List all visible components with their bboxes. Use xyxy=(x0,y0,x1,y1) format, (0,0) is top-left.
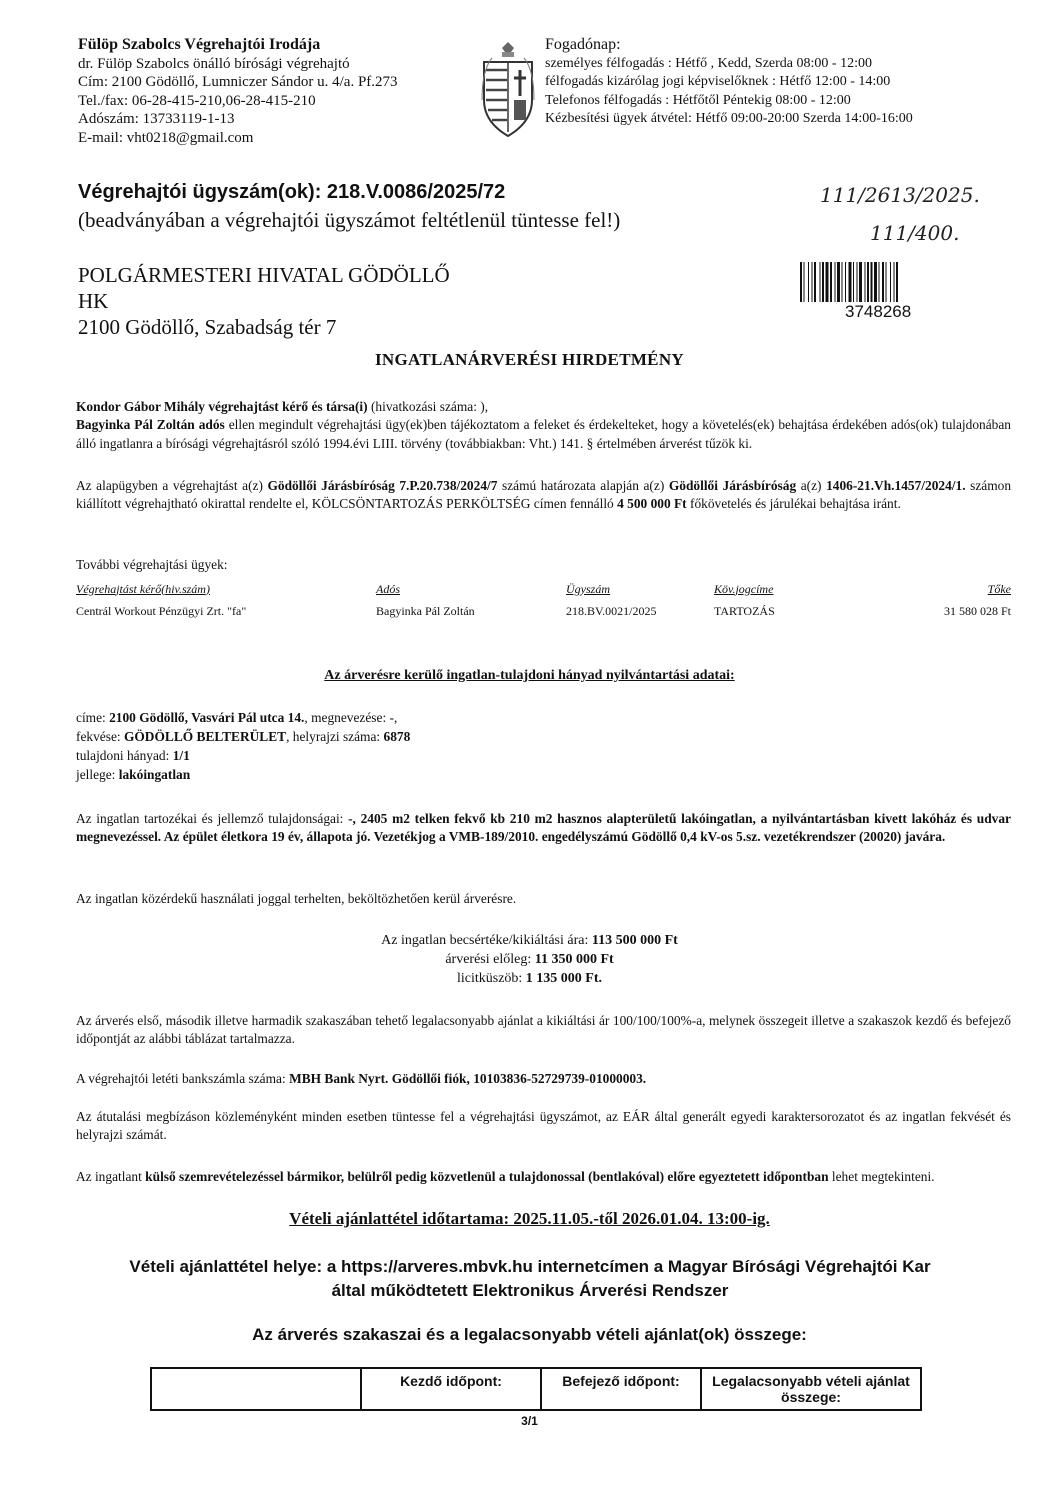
barcode-icon xyxy=(800,262,1014,302)
property-heading: Az árverésre kerülő ingatlan-tulajdoni hányad nyilvántartási adatai: xyxy=(324,668,735,683)
bank-label: A végrehajtói letéti bankszámla száma: xyxy=(76,1071,290,1086)
field-label: fekvése: xyxy=(76,729,124,744)
further-cases-table xyxy=(76,580,1011,619)
handwritten-line-1: 111/2613/2025. xyxy=(820,183,980,207)
field-label: , helyrajzi száma: xyxy=(286,729,384,744)
table-cell: Bagyinka Pál Zoltán xyxy=(376,604,475,618)
basis-text: számú határozata alapján a(z) xyxy=(497,478,669,493)
bidding-place-line: Vételi ajánlattétel helye: a https://arveres.mbvk.hu internetcímen a Magyar Bírósági Végrehajtói Kar xyxy=(129,1257,931,1276)
case-number-block xyxy=(78,178,798,234)
property-location: GÖDÖLLŐ BELTERÜLET xyxy=(123,729,287,744)
table-cell: 31 580 028 Ft xyxy=(943,604,1011,618)
property-share: 1/1 xyxy=(172,748,190,763)
inspection-text: Az ingatlant xyxy=(76,1169,146,1184)
column-header: Kezdő időpont: xyxy=(361,1368,541,1410)
reception-line: félfogadás kizárólag jogi képviselőknek : Hétfő 12:00 - 14:00 xyxy=(545,74,891,89)
basis-text: a(z) xyxy=(796,478,827,493)
price-label: Az ingatlan becsértéke/kikiáltási ára: xyxy=(381,933,592,948)
document-title: INGATLANÁRVERÉSI HIRDETMÉNY xyxy=(375,350,684,369)
field-label: címe: xyxy=(76,710,110,725)
office-address: Cím: 2100 Gödöllő, Lumniczer Sándor u. 4/a. Pf.273 xyxy=(78,74,398,90)
debtor: Bagyinka Pál Zoltán adós xyxy=(76,417,225,433)
deposit-amount: 11 350 000 Ft xyxy=(534,952,614,967)
handwritten-filing-number xyxy=(815,180,1015,250)
office-header xyxy=(78,36,488,147)
reception-line: Telefonos félfogadás : Hétfőtől Péntekig 08:00 - 12:00 xyxy=(545,92,851,108)
recipient-address xyxy=(78,262,678,340)
recipient-street: 2100 Gödöllő, Szabadság tér 7 xyxy=(78,315,337,339)
table-header-row xyxy=(151,1368,921,1410)
stages-title: Az árverés szakaszai és a legalacsonyabb vételi ajánlat(ok) összege: xyxy=(252,1325,807,1344)
property-features xyxy=(76,810,1011,847)
principal-amount: 4 500 000 Ft xyxy=(617,496,687,512)
coat-of-arms-icon xyxy=(478,40,538,140)
intro-paragraph xyxy=(76,398,1011,453)
reception-line: Kézbesítési ügyek átvétel: Hétfő 09:00-20:00 Szerda 14:00-16:00 xyxy=(545,111,913,126)
bidding-place-line: által működtetett Elektronikus Árverési Rendszer xyxy=(331,1281,729,1300)
property-data xyxy=(76,708,1011,784)
recipient-line-2: HK xyxy=(78,289,109,313)
recipient-name: POLGÁRMESTERI HIVATAL GÖDÖLLŐ xyxy=(78,263,450,287)
office-tax-number: Adószám: 13733119-1-13 xyxy=(78,111,235,127)
basis-text: Az alapügyben a végrehajtást a(z) xyxy=(76,478,268,493)
column-header xyxy=(151,1368,361,1410)
price-block xyxy=(0,931,1059,988)
property-address: 2100 Gödöllő, Vasvári Pál utca 14. xyxy=(109,710,305,725)
stages-table xyxy=(150,1367,922,1411)
transfer-paragraph: Az átutalási megbízáson közleményként minden esetben tüntesse fel a végrehajtási ügyszámot, az EÁR által generált egyedi karaktersorozatot és az ingatlan fekvését és helyrajzi számát. xyxy=(76,1109,1011,1143)
column-header: Ügyszám xyxy=(566,581,610,596)
table-cell: Centrál Workout Pénzügyi Zrt. "fa" xyxy=(76,604,247,618)
stages-paragraph: Az árverés első, második illetve harmadik szakaszában tehető legalacsonyabb ajánlat a kikiáltási ár 100/100/100%-a, melynek összegeit illetve a szakaszok kezdő és befejező időpontját az alábbi táblázat tartalmazza. xyxy=(76,1013,1011,1047)
table-cell: TARTOZÁS xyxy=(714,604,775,618)
bidding-place xyxy=(60,1255,1000,1303)
field-label: , megnevezése: -, xyxy=(304,710,398,725)
reception-title: Fogadónap: xyxy=(545,36,621,53)
page-number: 3/1 xyxy=(521,1414,538,1428)
office-phone: Tel./fax: 06-28-415-210,06-28-415-210 xyxy=(78,92,316,109)
features-label: Az ingatlan tartozékai és jellemző tulajdonságai: xyxy=(76,811,349,826)
table-header-row xyxy=(76,580,1011,598)
inspection-paragraph xyxy=(76,1168,1011,1186)
column-header: Befejező időpont: xyxy=(541,1368,701,1410)
intro-text: ellen megindult végrehajtási ügy(ek)ben tájékoztatom a feleket és érdekelteket, hogy a követelés(ek) behajtása érdekében adós(ok) tulajdonában álló ingatlanra a bírósági végrehajtásról szóló 1994.évi LIII. törvény (továbbiakban: Vht.) 141. § értelmében árverést tűzök ki. xyxy=(76,417,1012,451)
property-lot-number: 6878 xyxy=(383,729,411,744)
bid-increment: 1 135 000 Ft. xyxy=(525,971,603,986)
table-cell: 218.BV.0021/2025 xyxy=(566,604,657,618)
case-number-note: (beadványában a végrehajtói ügyszámot feltétlenül tüntesse fel!) xyxy=(78,208,621,232)
handwritten-line-2: 111/400. xyxy=(870,221,960,245)
price-label: licitküszöb: xyxy=(456,971,526,986)
property-type: lakóingatlan xyxy=(118,767,191,782)
officer-name: dr. Fülöp Szabolcs önálló bírósági végrehajtó xyxy=(78,55,350,72)
office-name: Fülöp Szabolcs Végrehajtói Irodája xyxy=(78,36,321,53)
column-header: Adós xyxy=(376,581,400,596)
price-label: árverési előleg: xyxy=(445,952,535,967)
creditor-ref: (hivatkozási száma: ), xyxy=(367,399,489,414)
basis-paragraph xyxy=(76,477,1011,514)
column-header: Köv.jogcíme xyxy=(714,581,774,596)
case-number: Végrehajtói ügyszám(ok): 218.V.0086/2025/72 xyxy=(78,181,506,203)
inspection-conditions: külső szemrevételezéssel bármikor, belülről pedig közvetlenül a tulajdonossal (bentlakóval) előre egyeztetett időpontban xyxy=(145,1169,829,1184)
court-name: Gödöllői Járásbíróság xyxy=(668,478,797,493)
reception-line: személyes félfogadás : Hétfő , Kedd, Szerda 08:00 - 12:00 xyxy=(545,55,872,71)
office-email: E-mail: vht0218@gmail.com xyxy=(78,129,254,146)
bank-account: MBH Bank Nyrt. Gödöllői fiók, 10103836-52729739-01000003. xyxy=(289,1071,647,1086)
starting-price: 113 500 000 Ft xyxy=(591,933,678,948)
further-cases-title: További végrehajtási ügyek: xyxy=(76,557,228,572)
basis-text: főkövetelés és járulékai behajtása iránt. xyxy=(686,496,901,512)
bank-account-paragraph xyxy=(76,1070,1011,1088)
reception-hours xyxy=(545,36,1025,129)
column-header: Legalacsonyabb vételi ajánlat összege: xyxy=(701,1368,921,1410)
column-header: Tőke xyxy=(987,581,1011,596)
property-burden: Az ingatlan közérdekű használati joggal terhelten, beköltözhetően kerül árverésre. xyxy=(76,891,517,906)
field-label: tulajdoni hányad: xyxy=(76,748,173,763)
table-row xyxy=(76,598,1011,619)
inspection-text: lehet megtekinteni. xyxy=(828,1169,935,1184)
enforcement-doc-number: 1406-21.Vh.1457/2024/1. xyxy=(826,478,966,493)
bidding-period: Vételi ajánlattétel időtartama: 2025.11.05.-től 2026.01.04. 13:00-ig. xyxy=(289,1209,770,1228)
basis-text: számon kiállított végrehajtható okirattal rendelte el, KÖLCSÖNTARTOZÁS PERKÖLTSÉG címen fennálló xyxy=(76,478,1012,512)
court-decision: Gödöllői Járásbíróság 7.P.20.738/2024/7 xyxy=(267,478,498,493)
field-label: jellege: xyxy=(76,767,119,782)
features-text: -, 2405 m2 telken fekvő kb 210 m2 hasznos alapterületű lakóingatlan, a nyilvántartásban kivett lakóház és udvar megnevezéssel. Az épület életkora 19 év, állapota jó. Vezetékjog a VMB-189/2010. engedélyszámú Gödöllő 0,4 kV-os 5.sz. vezetékrendszer (20020) javára. xyxy=(76,811,1011,845)
creditor: Kondor Gábor Mihály végrehajtást kérő és társa(i) xyxy=(76,399,368,414)
column-header: Végrehajtást kérő(hiv.szám) xyxy=(76,581,210,596)
barcode-number: 3748268 xyxy=(845,302,912,321)
